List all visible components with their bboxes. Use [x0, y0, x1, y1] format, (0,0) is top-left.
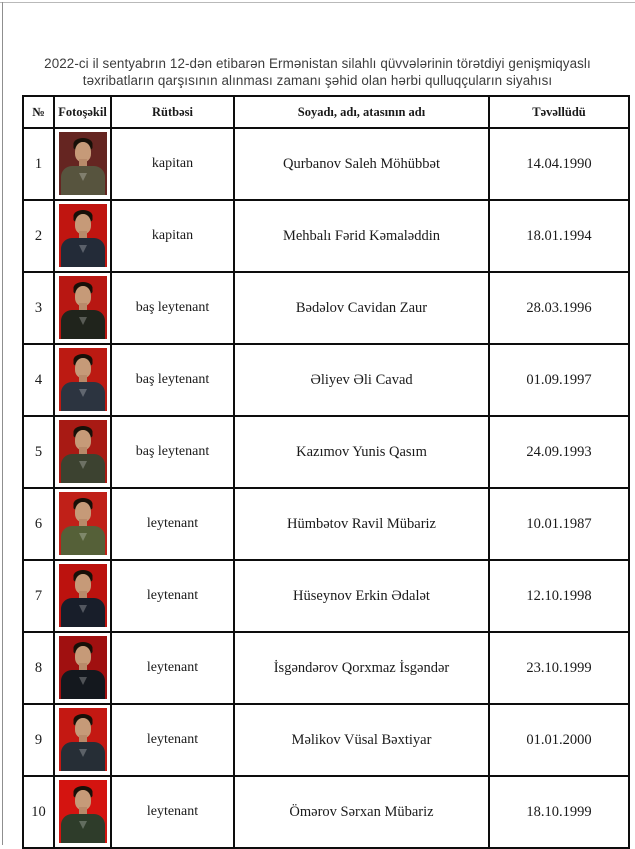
- portrait-tie: [79, 605, 87, 613]
- photo-cell: [54, 416, 111, 488]
- row-number-cell: 9: [23, 704, 54, 776]
- name-cell: İsgəndərov Qorxmaz İsgəndər: [234, 632, 489, 704]
- title-line-2: təxribatların qarşısının alınması zamanı şəhid olan hərbi qulluqçuların siyahısı: [82, 72, 553, 88]
- name-cell: Bədəlov Cavidan Zaur: [234, 272, 489, 344]
- rank-cell: baş leytenant: [111, 272, 234, 344]
- rank-cell: leytenant: [111, 704, 234, 776]
- soldier-photo: [59, 420, 107, 483]
- portrait-tie: [79, 173, 87, 181]
- dob-cell: 28.03.1996: [489, 272, 629, 344]
- row-number-cell: 1: [23, 128, 54, 200]
- left-border-line: [2, 2, 3, 845]
- photo-cell: [54, 344, 111, 416]
- soldier-photo: [59, 348, 107, 411]
- soldier-photo: [59, 276, 107, 339]
- name-cell: Mehbalı Fərid Kəmaləddin: [234, 200, 489, 272]
- dob-cell: 18.01.1994: [489, 200, 629, 272]
- rank-cell: kapitan: [111, 128, 234, 200]
- name-cell: Ömərov Sərxan Mübariz: [234, 776, 489, 848]
- rank-cell: leytenant: [111, 632, 234, 704]
- name-cell: Qurbanov Saleh Möhübbət: [234, 128, 489, 200]
- photo-cell: [54, 560, 111, 632]
- table-body: [23, 128, 629, 848]
- row-number-cell: 2: [23, 200, 54, 272]
- photo-cell: [54, 128, 111, 200]
- table-row: [23, 704, 629, 776]
- row-number-cell: 10: [23, 776, 54, 848]
- row-number-cell: 3: [23, 272, 54, 344]
- dob-cell: 24.09.1993: [489, 416, 629, 488]
- column-header-name: Soyadı, adı, atasının adı: [234, 96, 489, 128]
- title-line-1: 2022-ci il sentyabrın 12-dən etibarən Ermənistan silahlı qüvvələrinin törətdiyi genişmiqyaslı: [44, 56, 591, 71]
- portrait-tie: [79, 389, 87, 397]
- rank-cell: baş leytenant: [111, 416, 234, 488]
- table-row: [23, 272, 629, 344]
- name-cell: Əliyev Əli Cavad: [234, 344, 489, 416]
- soldier-photo: [59, 204, 107, 267]
- soldier-photo: [59, 564, 107, 627]
- table-row: [23, 416, 629, 488]
- portrait-tie: [79, 749, 87, 757]
- photo-cell: [54, 488, 111, 560]
- column-header-rank: Rütbəsi: [111, 96, 234, 128]
- column-header-number: №: [23, 96, 54, 128]
- table-row: [23, 344, 629, 416]
- name-cell: Məlikov Vüsal Bəxtiyar: [234, 704, 489, 776]
- portrait-tie: [79, 317, 87, 325]
- soldier-photo: [59, 492, 107, 555]
- table-row: [23, 632, 629, 704]
- photo-cell: [54, 272, 111, 344]
- rank-cell: baş leytenant: [111, 344, 234, 416]
- row-number-cell: 5: [23, 416, 54, 488]
- photo-cell: [54, 200, 111, 272]
- dob-cell: 18.10.1999: [489, 776, 629, 848]
- portrait-tie: [79, 461, 87, 469]
- soldier-photo: [59, 132, 107, 195]
- table-row: [23, 488, 629, 560]
- row-number-cell: 6: [23, 488, 54, 560]
- dob-cell: 23.10.1999: [489, 632, 629, 704]
- name-cell: Hümbətov Ravil Mübariz: [234, 488, 489, 560]
- rank-cell: kapitan: [111, 200, 234, 272]
- dob-cell: 01.09.1997: [489, 344, 629, 416]
- portrait-tie: [79, 533, 87, 541]
- row-number-cell: 8: [23, 632, 54, 704]
- portrait-tie: [79, 677, 87, 685]
- rank-cell: leytenant: [111, 776, 234, 848]
- portrait-tie: [79, 821, 87, 829]
- photo-cell: [54, 632, 111, 704]
- table-row: [23, 560, 629, 632]
- top-border-line: [0, 2, 635, 3]
- name-cell: Kazımov Yunis Qasım: [234, 416, 489, 488]
- column-header-photo: Fotoşəkil: [54, 96, 111, 128]
- table-row: [23, 776, 629, 848]
- document-title: [10, 56, 625, 89]
- dob-cell: 12.10.1998: [489, 560, 629, 632]
- dob-cell: 10.01.1987: [489, 488, 629, 560]
- table-row: [23, 200, 629, 272]
- rank-cell: leytenant: [111, 488, 234, 560]
- soldier-photo: [59, 708, 107, 771]
- rank-cell: leytenant: [111, 560, 234, 632]
- table-row: [23, 128, 629, 200]
- photo-cell: [54, 776, 111, 848]
- dob-cell: 14.04.1990: [489, 128, 629, 200]
- name-cell: Hüseynov Erkin Ədalət: [234, 560, 489, 632]
- column-header-dob: Təvəllüdü: [489, 96, 629, 128]
- casualties-table: [22, 95, 630, 849]
- portrait-tie: [79, 245, 87, 253]
- row-number-cell: 7: [23, 560, 54, 632]
- table-header-row: [23, 96, 629, 128]
- soldier-photo: [59, 780, 107, 843]
- soldier-photo: [59, 636, 107, 699]
- dob-cell: 01.01.2000: [489, 704, 629, 776]
- photo-cell: [54, 704, 111, 776]
- row-number-cell: 4: [23, 344, 54, 416]
